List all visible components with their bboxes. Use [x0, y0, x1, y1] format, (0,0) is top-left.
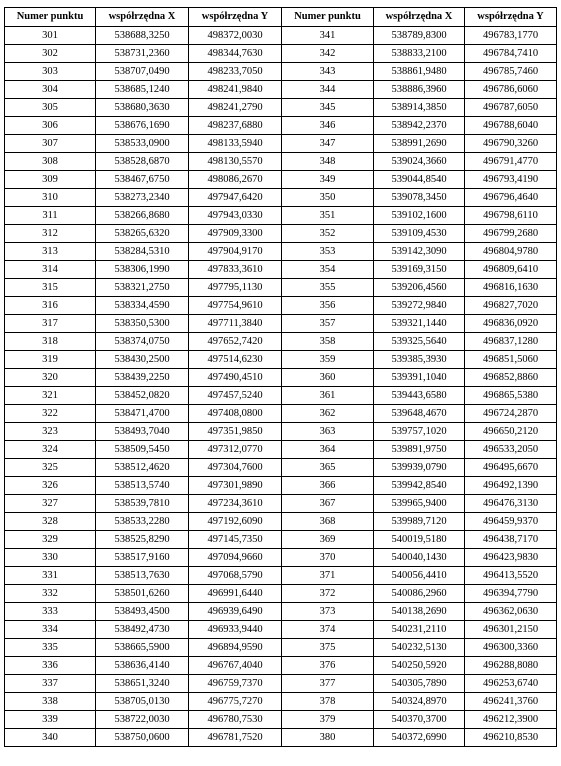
cell-point-number-right: 372	[282, 585, 374, 603]
cell-coord-y-left: 496775,7270	[189, 693, 282, 711]
table-row	[5, 459, 557, 477]
cell-point-number-right: 355	[282, 279, 374, 297]
cell-coord-y-left: 497652,7420	[189, 333, 282, 351]
cell-coord-y-left: 497457,5240	[189, 387, 282, 405]
cell-coord-x-right: 540040,1430	[374, 549, 465, 567]
cell-point-number-left: 323	[5, 423, 96, 441]
cell-coord-y-right: 496796,4640	[465, 189, 557, 207]
cell-point-number-left: 335	[5, 639, 96, 657]
cell-coord-x-right: 539443,6580	[374, 387, 465, 405]
cell-coord-x-right: 538789,8300	[374, 27, 465, 45]
cell-coord-y-right: 496783,1770	[465, 27, 557, 45]
cell-coord-x-right: 539757,1020	[374, 423, 465, 441]
cell-coord-y-right: 496804,9780	[465, 243, 557, 261]
cell-coord-x-left: 538350,5300	[96, 315, 189, 333]
cell-coord-x-left: 538533,2280	[96, 513, 189, 531]
cell-coord-y-left: 497711,3840	[189, 315, 282, 333]
cell-coord-y-left: 497754,9610	[189, 297, 282, 315]
table-row	[5, 639, 557, 657]
cell-coord-x-right: 540250,5920	[374, 657, 465, 675]
cell-coord-y-right: 496851,5060	[465, 351, 557, 369]
cell-coord-x-right: 539648,4670	[374, 405, 465, 423]
cell-point-number-left: 309	[5, 171, 96, 189]
cell-point-number-left: 307	[5, 135, 96, 153]
cell-coord-y-right: 496865,5380	[465, 387, 557, 405]
cell-point-number-left: 304	[5, 81, 96, 99]
cell-point-number-right: 371	[282, 567, 374, 585]
cell-coord-x-left: 538665,5900	[96, 639, 189, 657]
cell-point-number-left: 339	[5, 711, 96, 729]
cell-coord-y-right: 496791,4770	[465, 153, 557, 171]
cell-point-number-left: 315	[5, 279, 96, 297]
cell-coord-x-right: 539078,3450	[374, 189, 465, 207]
table-row	[5, 621, 557, 639]
cell-coord-y-right: 496300,3360	[465, 639, 557, 657]
cell-coord-x-left: 538688,3250	[96, 27, 189, 45]
cell-coord-x-left: 538501,6260	[96, 585, 189, 603]
cell-point-number-left: 334	[5, 621, 96, 639]
table-row	[5, 549, 557, 567]
cell-coord-y-right: 496413,5520	[465, 567, 557, 585]
cell-point-number-left: 340	[5, 729, 96, 747]
cell-coord-x-right: 540086,2960	[374, 585, 465, 603]
cell-point-number-right: 345	[282, 99, 374, 117]
table-row	[5, 315, 557, 333]
cell-coord-y-left: 497909,3300	[189, 225, 282, 243]
table-body	[5, 27, 557, 747]
cell-coord-y-left: 497408,0800	[189, 405, 282, 423]
cell-coord-x-right: 538991,2690	[374, 135, 465, 153]
cell-coord-y-right: 496787,6050	[465, 99, 557, 117]
cell-point-number-right: 346	[282, 117, 374, 135]
cell-coord-y-left: 497833,3610	[189, 261, 282, 279]
cell-point-number-left: 338	[5, 693, 96, 711]
cell-coord-x-left: 538533,0900	[96, 135, 189, 153]
cell-point-number-right: 360	[282, 369, 374, 387]
cell-point-number-left: 316	[5, 297, 96, 315]
cell-point-number-left: 311	[5, 207, 96, 225]
cell-point-number-left: 326	[5, 477, 96, 495]
cell-coord-x-left: 538685,1240	[96, 81, 189, 99]
table-row	[5, 207, 557, 225]
cell-coord-x-right: 539321,1440	[374, 315, 465, 333]
cell-coord-x-left: 538493,4500	[96, 603, 189, 621]
cell-coord-x-left: 538509,5450	[96, 441, 189, 459]
cell-coord-y-left: 497514,6230	[189, 351, 282, 369]
cell-point-number-right: 361	[282, 387, 374, 405]
cell-point-number-left: 305	[5, 99, 96, 117]
cell-coord-y-right: 496492,1390	[465, 477, 557, 495]
cell-point-number-right: 368	[282, 513, 374, 531]
cell-coord-x-left: 538705,0130	[96, 693, 189, 711]
cell-point-number-right: 364	[282, 441, 374, 459]
cell-point-number-right: 375	[282, 639, 374, 657]
cell-point-number-right: 367	[282, 495, 374, 513]
cell-point-number-left: 310	[5, 189, 96, 207]
table-row	[5, 423, 557, 441]
cell-coord-x-right: 539391,1040	[374, 369, 465, 387]
cell-coord-y-left: 497094,9660	[189, 549, 282, 567]
cell-coord-x-left: 538265,6320	[96, 225, 189, 243]
cell-coord-x-left: 538493,7040	[96, 423, 189, 441]
cell-coord-x-right: 539142,3090	[374, 243, 465, 261]
cell-coord-x-right: 540305,7890	[374, 675, 465, 693]
header-point-number-left: Numer punktu	[5, 8, 96, 27]
cell-point-number-right: 356	[282, 297, 374, 315]
cell-coord-x-right: 539939,0790	[374, 459, 465, 477]
cell-coord-x-left: 538722,0030	[96, 711, 189, 729]
cell-point-number-right: 359	[282, 351, 374, 369]
cell-coord-x-right: 539109,4530	[374, 225, 465, 243]
cell-coord-y-right: 496423,9830	[465, 549, 557, 567]
table-row	[5, 675, 557, 693]
cell-coord-y-left: 497304,7600	[189, 459, 282, 477]
cell-coord-y-left: 498130,5570	[189, 153, 282, 171]
cell-point-number-right: 344	[282, 81, 374, 99]
cell-coord-x-right: 539206,4560	[374, 279, 465, 297]
table-row	[5, 495, 557, 513]
cell-coord-y-right: 496210,8530	[465, 729, 557, 747]
cell-coord-y-right: 496793,4190	[465, 171, 557, 189]
cell-point-number-left: 320	[5, 369, 96, 387]
cell-coord-x-left: 538731,2360	[96, 45, 189, 63]
cell-coord-x-left: 538284,5310	[96, 243, 189, 261]
cell-coord-y-right: 496394,7790	[465, 585, 557, 603]
cell-coord-x-right: 540231,2110	[374, 621, 465, 639]
cell-point-number-right: 376	[282, 657, 374, 675]
cell-coord-x-left: 538273,2340	[96, 189, 189, 207]
cell-point-number-left: 308	[5, 153, 96, 171]
cell-coord-y-left: 498241,9840	[189, 81, 282, 99]
cell-coord-y-left: 497068,5790	[189, 567, 282, 585]
cell-point-number-left: 301	[5, 27, 96, 45]
cell-coord-x-left: 538321,2750	[96, 279, 189, 297]
cell-coord-y-right: 496784,7410	[465, 45, 557, 63]
cell-coord-y-right: 496288,8080	[465, 657, 557, 675]
table-row	[5, 603, 557, 621]
cell-point-number-right: 350	[282, 189, 374, 207]
cell-coord-x-right: 539044,8540	[374, 171, 465, 189]
cell-point-number-right: 341	[282, 27, 374, 45]
coordinates-table	[4, 7, 557, 747]
cell-point-number-right: 362	[282, 405, 374, 423]
cell-coord-x-left: 538651,3240	[96, 675, 189, 693]
cell-coord-x-left: 538471,4700	[96, 405, 189, 423]
cell-point-number-right: 369	[282, 531, 374, 549]
cell-coord-y-left: 496781,7520	[189, 729, 282, 747]
table-row	[5, 477, 557, 495]
cell-coord-x-left: 538513,5740	[96, 477, 189, 495]
cell-point-number-left: 328	[5, 513, 96, 531]
cell-coord-x-right: 539024,3660	[374, 153, 465, 171]
cell-coord-x-right: 539272,9840	[374, 297, 465, 315]
cell-point-number-right: 370	[282, 549, 374, 567]
cell-point-number-right: 351	[282, 207, 374, 225]
cell-coord-x-left: 538439,2250	[96, 369, 189, 387]
cell-coord-y-left: 498344,7630	[189, 45, 282, 63]
cell-coord-x-right: 538942,2370	[374, 117, 465, 135]
table-row	[5, 729, 557, 747]
cell-coord-y-left: 498372,0030	[189, 27, 282, 45]
cell-point-number-left: 319	[5, 351, 96, 369]
cell-point-number-right: 363	[282, 423, 374, 441]
cell-coord-x-right: 538886,3960	[374, 81, 465, 99]
cell-point-number-right: 353	[282, 243, 374, 261]
cell-coord-x-right: 540372,6990	[374, 729, 465, 747]
cell-coord-y-right: 496533,2050	[465, 441, 557, 459]
cell-coord-x-right: 539965,9400	[374, 495, 465, 513]
cell-coord-x-left: 538467,6750	[96, 171, 189, 189]
cell-coord-x-left: 538374,0750	[96, 333, 189, 351]
cell-coord-x-right: 538914,3850	[374, 99, 465, 117]
cell-coord-y-right: 496241,3760	[465, 693, 557, 711]
header-coord-x-left: współrzędna X	[96, 8, 189, 27]
cell-point-number-right: 354	[282, 261, 374, 279]
cell-coord-x-right: 538833,2100	[374, 45, 465, 63]
table-row	[5, 333, 557, 351]
cell-coord-x-right: 539385,3930	[374, 351, 465, 369]
cell-coord-y-left: 497192,6090	[189, 513, 282, 531]
cell-coord-x-right: 539942,8540	[374, 477, 465, 495]
cell-coord-y-left: 497145,7350	[189, 531, 282, 549]
table-row	[5, 45, 557, 63]
cell-coord-y-right: 496816,1630	[465, 279, 557, 297]
cell-coord-y-right: 496788,6040	[465, 117, 557, 135]
table-row	[5, 27, 557, 45]
cell-point-number-right: 379	[282, 711, 374, 729]
cell-coord-y-left: 497351,9850	[189, 423, 282, 441]
cell-coord-x-right: 539989,7120	[374, 513, 465, 531]
cell-coord-y-left: 496933,9440	[189, 621, 282, 639]
cell-point-number-left: 327	[5, 495, 96, 513]
cell-point-number-left: 337	[5, 675, 96, 693]
cell-point-number-left: 317	[5, 315, 96, 333]
cell-point-number-left: 329	[5, 531, 96, 549]
cell-coord-y-right: 496799,2680	[465, 225, 557, 243]
cell-coord-x-left: 538676,1690	[96, 117, 189, 135]
cell-coord-y-right: 496253,6740	[465, 675, 557, 693]
cell-coord-x-right: 540138,2690	[374, 603, 465, 621]
cell-point-number-left: 333	[5, 603, 96, 621]
cell-point-number-left: 330	[5, 549, 96, 567]
cell-point-number-left: 331	[5, 567, 96, 585]
cell-coord-y-left: 497234,3610	[189, 495, 282, 513]
cell-coord-x-left: 538492,4730	[96, 621, 189, 639]
cell-coord-x-right: 540324,8970	[374, 693, 465, 711]
cell-coord-x-left: 538513,7630	[96, 567, 189, 585]
table-row	[5, 693, 557, 711]
cell-coord-y-left: 497301,9890	[189, 477, 282, 495]
cell-coord-x-left: 538512,4620	[96, 459, 189, 477]
cell-point-number-left: 318	[5, 333, 96, 351]
table-row	[5, 153, 557, 171]
cell-coord-x-right: 540056,4410	[374, 567, 465, 585]
cell-coord-y-left: 497312,0770	[189, 441, 282, 459]
table-row	[5, 189, 557, 207]
cell-coord-x-left: 538452,0820	[96, 387, 189, 405]
cell-point-number-left: 336	[5, 657, 96, 675]
table-row	[5, 225, 557, 243]
cell-coord-y-left: 496780,7530	[189, 711, 282, 729]
cell-coord-y-left: 498086,2670	[189, 171, 282, 189]
cell-point-number-right: 347	[282, 135, 374, 153]
cell-point-number-right: 352	[282, 225, 374, 243]
cell-point-number-right: 378	[282, 693, 374, 711]
cell-point-number-right: 342	[282, 45, 374, 63]
table-row	[5, 531, 557, 549]
cell-coord-y-right: 496438,7170	[465, 531, 557, 549]
table-row	[5, 81, 557, 99]
table-row	[5, 297, 557, 315]
cell-coord-x-left: 538517,9160	[96, 549, 189, 567]
header-coord-y-left: współrzędna Y	[189, 8, 282, 27]
cell-coord-y-right: 496495,6670	[465, 459, 557, 477]
cell-coord-x-left: 538750,0600	[96, 729, 189, 747]
cell-point-number-left: 332	[5, 585, 96, 603]
cell-coord-x-right: 540232,5130	[374, 639, 465, 657]
cell-point-number-right: 357	[282, 315, 374, 333]
table-row	[5, 711, 557, 729]
cell-coord-x-left: 538430,2500	[96, 351, 189, 369]
cell-coord-x-left: 538680,3630	[96, 99, 189, 117]
cell-point-number-left: 306	[5, 117, 96, 135]
cell-coord-x-right: 539102,1600	[374, 207, 465, 225]
table-row	[5, 171, 557, 189]
cell-coord-y-right: 496809,6410	[465, 261, 557, 279]
cell-point-number-right: 343	[282, 63, 374, 81]
cell-point-number-left: 303	[5, 63, 96, 81]
cell-coord-x-left: 538707,0490	[96, 63, 189, 81]
cell-coord-y-left: 498233,7050	[189, 63, 282, 81]
cell-coord-x-left: 538334,4590	[96, 297, 189, 315]
cell-coord-x-left: 538525,8290	[96, 531, 189, 549]
cell-point-number-right: 373	[282, 603, 374, 621]
cell-coord-x-right: 540370,3700	[374, 711, 465, 729]
cell-coord-x-right: 539325,5640	[374, 333, 465, 351]
cell-coord-x-right: 540019,5180	[374, 531, 465, 549]
cell-point-number-left: 302	[5, 45, 96, 63]
cell-point-number-left: 312	[5, 225, 96, 243]
cell-coord-y-right: 496798,6110	[465, 207, 557, 225]
table-row	[5, 117, 557, 135]
cell-coord-y-right: 496650,2120	[465, 423, 557, 441]
cell-coord-y-right: 496827,7020	[465, 297, 557, 315]
cell-coord-y-right: 496836,0920	[465, 315, 557, 333]
cell-coord-y-left: 496939,6490	[189, 603, 282, 621]
header-point-number-right: Numer punktu	[282, 8, 374, 27]
table-row	[5, 585, 557, 603]
cell-point-number-left: 314	[5, 261, 96, 279]
cell-coord-x-right: 539891,9750	[374, 441, 465, 459]
cell-point-number-right: 380	[282, 729, 374, 747]
table-row	[5, 99, 557, 117]
table-row	[5, 405, 557, 423]
cell-coord-y-right: 496362,0630	[465, 603, 557, 621]
table-row	[5, 567, 557, 585]
cell-coord-x-left: 538528,6870	[96, 153, 189, 171]
cell-coord-y-left: 496767,4040	[189, 657, 282, 675]
cell-point-number-left: 321	[5, 387, 96, 405]
header-row	[5, 8, 557, 27]
cell-coord-y-left: 497904,9170	[189, 243, 282, 261]
cell-coord-y-right: 496790,3260	[465, 135, 557, 153]
table-row	[5, 135, 557, 153]
cell-coord-y-right: 496459,9370	[465, 513, 557, 531]
table-row	[5, 63, 557, 81]
cell-coord-y-left: 496894,9590	[189, 639, 282, 657]
cell-coord-y-left: 498241,2790	[189, 99, 282, 117]
table-row	[5, 387, 557, 405]
cell-point-number-right: 366	[282, 477, 374, 495]
cell-coord-x-left: 538306,1990	[96, 261, 189, 279]
cell-coord-y-right: 496212,3900	[465, 711, 557, 729]
cell-coord-y-right: 496724,2870	[465, 405, 557, 423]
cell-coord-y-right: 496476,3130	[465, 495, 557, 513]
cell-coord-y-right: 496301,2150	[465, 621, 557, 639]
cell-coord-y-right: 496785,7460	[465, 63, 557, 81]
cell-point-number-right: 374	[282, 621, 374, 639]
cell-coord-y-left: 496991,6440	[189, 585, 282, 603]
cell-coord-y-left: 497795,1130	[189, 279, 282, 297]
table-row	[5, 441, 557, 459]
cell-coord-y-right: 496837,1280	[465, 333, 557, 351]
header-coord-y-right: współrzędna Y	[465, 8, 557, 27]
cell-coord-y-right: 496852,8860	[465, 369, 557, 387]
cell-point-number-right: 365	[282, 459, 374, 477]
cell-point-number-left: 322	[5, 405, 96, 423]
cell-point-number-left: 313	[5, 243, 96, 261]
cell-coord-x-left: 538539,7810	[96, 495, 189, 513]
cell-point-number-right: 358	[282, 333, 374, 351]
table-row	[5, 261, 557, 279]
cell-coord-y-left: 498133,5940	[189, 135, 282, 153]
header-coord-x-right: współrzędna X	[374, 8, 465, 27]
cell-coord-x-right: 538861,9480	[374, 63, 465, 81]
cell-point-number-right: 348	[282, 153, 374, 171]
cell-point-number-right: 377	[282, 675, 374, 693]
cell-coord-y-left: 497943,0330	[189, 207, 282, 225]
cell-coord-y-right: 496786,6060	[465, 81, 557, 99]
cell-point-number-left: 325	[5, 459, 96, 477]
cell-coord-y-left: 497490,4510	[189, 369, 282, 387]
table-row	[5, 279, 557, 297]
cell-coord-x-left: 538266,8680	[96, 207, 189, 225]
cell-coord-x-right: 539169,3150	[374, 261, 465, 279]
cell-coord-y-left: 496759,7370	[189, 675, 282, 693]
cell-point-number-left: 324	[5, 441, 96, 459]
table-row	[5, 657, 557, 675]
table-row	[5, 243, 557, 261]
table-row	[5, 351, 557, 369]
cell-coord-x-left: 538636,4140	[96, 657, 189, 675]
cell-coord-y-left: 497947,6420	[189, 189, 282, 207]
cell-point-number-right: 349	[282, 171, 374, 189]
cell-coord-y-left: 498237,6880	[189, 117, 282, 135]
table-row	[5, 513, 557, 531]
table-row	[5, 369, 557, 387]
